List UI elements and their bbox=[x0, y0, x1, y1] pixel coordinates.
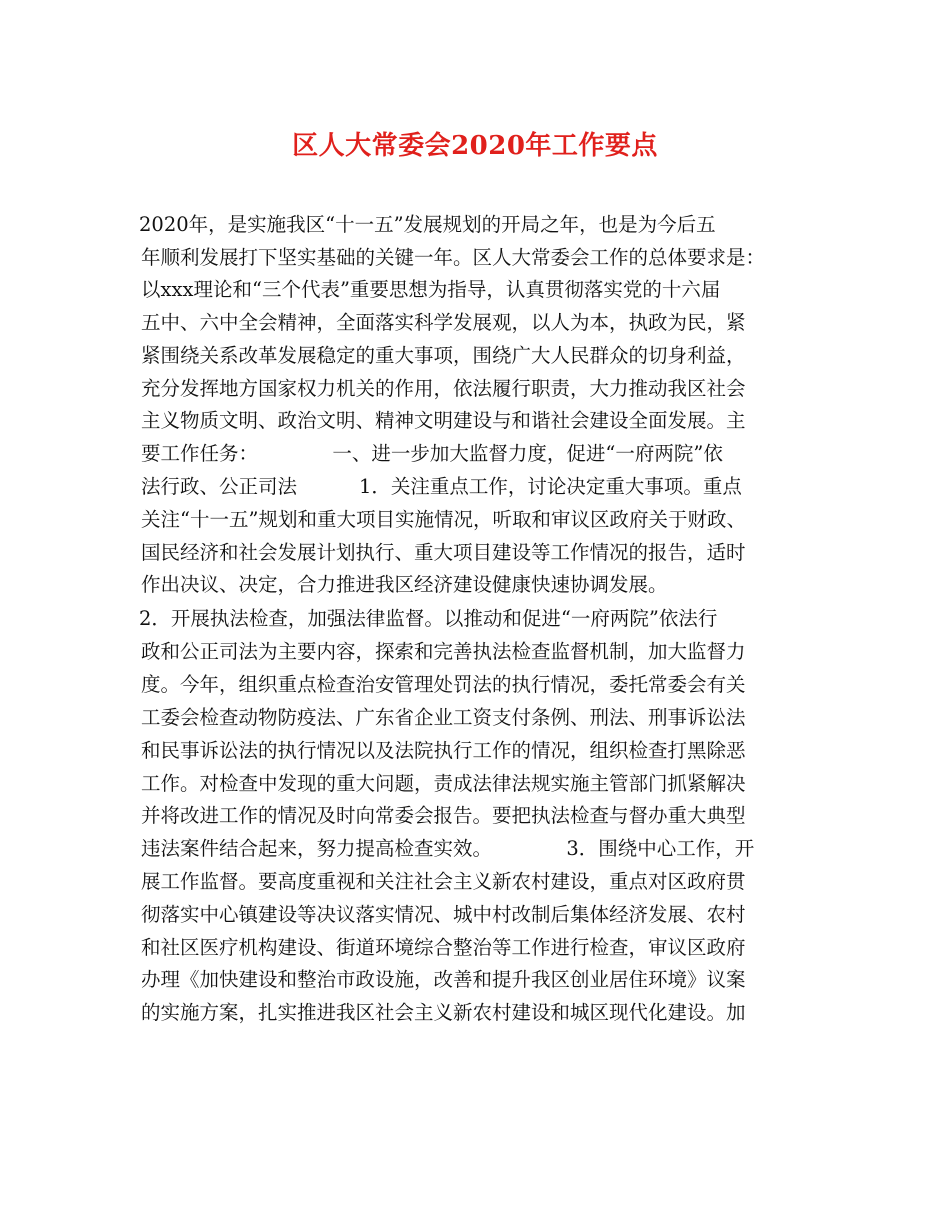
body-line: 法行政、公正司法 1．关注重点工作，讨论决定重大事项。重点 bbox=[141, 475, 742, 498]
body-line: 国民经济和社会发展计划执行、重大项目建设等工作情况的报告，适时 bbox=[141, 541, 746, 564]
body-line: 关注“十一五”规划和重大项目实施情况，听取和审议区政府关于财政、 bbox=[141, 508, 746, 531]
body-line: 彻落实中心镇建设等决议落实情况、城中村改制后集体经济发展、农村 bbox=[141, 903, 746, 926]
body-line: 充分发挥地方国家权力机关的作用，依法履行职责，大力推动我区社会 bbox=[141, 377, 746, 400]
body-line: 政和公正司法为主要内容，探索和完善执法检查监督机制，加大监督力 bbox=[141, 640, 746, 663]
body-line: 度。今年，组织重点检查治安管理处罚法的执行情况，委托常委会有关 bbox=[141, 673, 746, 696]
body-line: 要工作任务： 一、进一步加大监督力度，促进“一府两院”依 bbox=[141, 442, 723, 465]
body-line: 五中、六中全会精神，全面落实科学发展观，以人为本，执政为民，紧 bbox=[141, 311, 746, 334]
body-line: 作出决议、决定，合力推进我区经济建设健康快速协调发展。 bbox=[141, 573, 668, 596]
body-line: 2．开展执法检查，加强法律监督。以推动和促进“一府两院”依法行 bbox=[139, 607, 718, 630]
body-line: 违法案件结合起来，努力提高检查实效。 3．围绕中心工作，开 bbox=[141, 837, 755, 860]
body-line: 紧围绕关系改革发展稳定的重大事项，围绕广大人民群众的切身利益， bbox=[141, 344, 746, 367]
document-title: 区人大常委会2020年工作要点 bbox=[292, 131, 658, 161]
body-line: 2020年，是实施我区“十一五”发展规划的开局之年，也是为今后五 bbox=[139, 213, 716, 236]
body-line: 的实施方案，扎实推进我区社会主义新农村建设和城区现代化建设。加 bbox=[141, 1001, 746, 1024]
body-line: 工委会检查动物防疫法、广东省企业工资支付条例、刑法、刑事诉讼法 bbox=[141, 706, 746, 729]
body-line: 和民事诉讼法的执行情况以及法院执行工作的情况，组织检查打黑除恶 bbox=[141, 739, 746, 762]
body-line: 主义物质文明、政治文明、精神文明建设与和谐社会建设全面发展。主 bbox=[141, 409, 746, 432]
body-line: 以xxx理论和“三个代表”重要思想为指导，认真贯彻落实党的十六届 bbox=[141, 278, 721, 301]
body-line: 工作。对检查中发现的重大问题，责成法律法规实施主管部门抓紧解决 bbox=[141, 772, 746, 795]
body-line: 展工作监督。要高度重视和关注社会主义新农村建设，重点对区政府贯 bbox=[141, 870, 746, 893]
body-line: 并将改进工作的情况及时向常委会报告。要把执法检查与督办重大典型 bbox=[141, 804, 746, 827]
body-line: 和社区医疗机构建设、街道环境综合整治等工作进行检查，审议区政府 bbox=[141, 936, 746, 959]
body-line: 办理《加快建设和整治市政设施，改善和提升我区创业居住环境》议案 bbox=[141, 968, 746, 991]
body-line: 年顺利发展打下坚实基础的关键一年。区人大常委会工作的总体要求是： bbox=[141, 246, 766, 269]
